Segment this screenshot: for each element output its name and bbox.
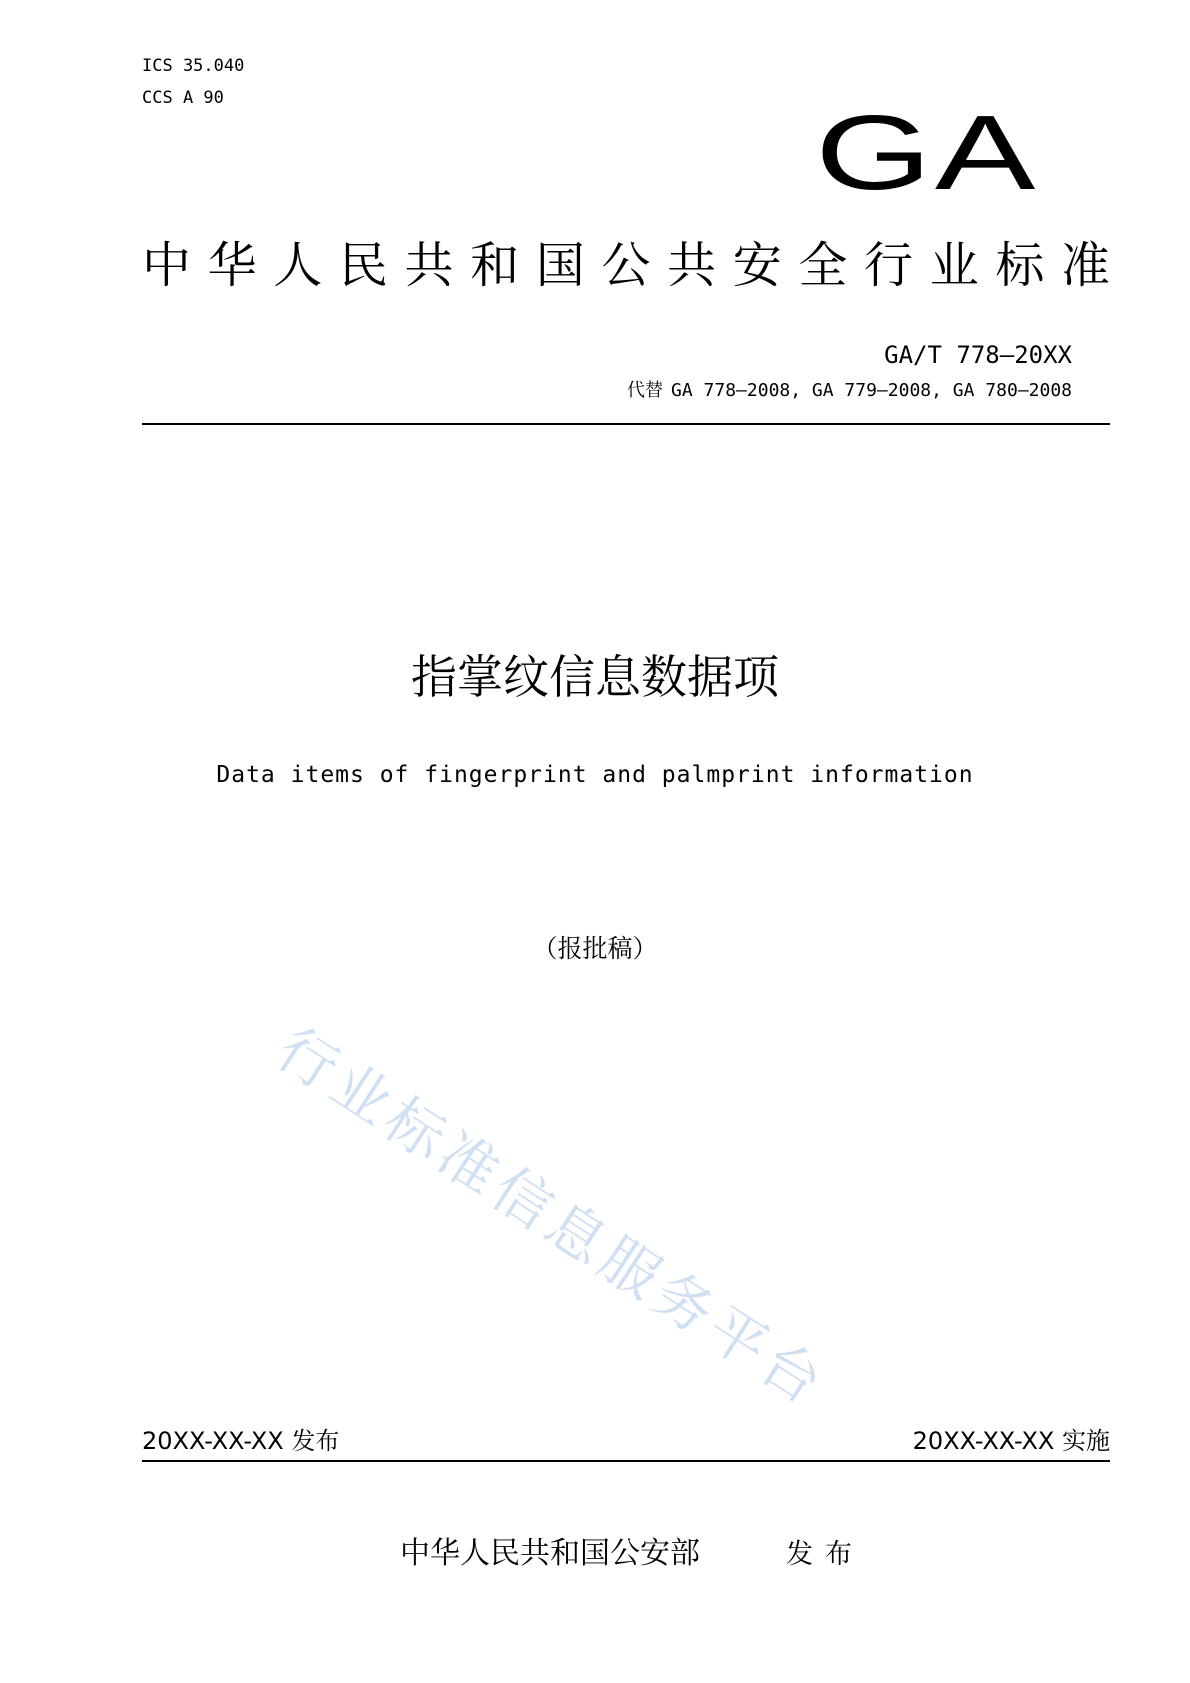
title-char: 人	[273, 237, 323, 294]
title-char: 和	[470, 237, 520, 294]
title-char: 共	[667, 237, 717, 294]
document-title-en: Data items of fingerprint and palmprint information	[216, 762, 974, 788]
title-char: 准	[1060, 237, 1110, 294]
title-char: 标	[995, 237, 1045, 294]
replaces-line	[627, 382, 1072, 400]
replaces-list: GA 778—2008, GA 779—2008, GA 780—2008	[671, 380, 1072, 401]
title-char: 国	[535, 237, 585, 294]
effective-date: 20XX-XX-XX 实施	[912, 1427, 1110, 1455]
ccs-code: CCS A 90	[142, 88, 224, 108]
title-char: 行	[864, 237, 914, 294]
title-char: 民	[338, 237, 388, 294]
standard-category-title	[142, 238, 1110, 294]
title-char: 全	[798, 237, 848, 294]
title-char: 华	[207, 237, 257, 294]
watermark: 行业标准信息服务平台	[265, 1014, 839, 1421]
footer-divider	[142, 1460, 1110, 1462]
ics-code: ICS 35.040	[142, 56, 245, 76]
title-char: 共	[404, 237, 454, 294]
title-char: 公	[601, 237, 651, 294]
issuer-name: 中华人民共和国公安部	[400, 1536, 700, 1571]
title-char: 业	[929, 237, 979, 294]
publish-date: 20XX-XX-XX 发布	[142, 1427, 340, 1455]
issue-action: 发布	[786, 1539, 864, 1570]
draft-status-label: （报批稿）	[532, 934, 658, 963]
document-title-cn: 指掌纹信息数据项	[411, 650, 779, 704]
ga-logo: GA	[814, 94, 1038, 212]
standard-code: GA/T 778—20XX	[884, 341, 1072, 369]
title-char: 中	[142, 237, 192, 294]
replaces-label: 代替	[627, 380, 664, 401]
header-divider	[142, 423, 1110, 425]
title-char: 安	[732, 237, 782, 294]
